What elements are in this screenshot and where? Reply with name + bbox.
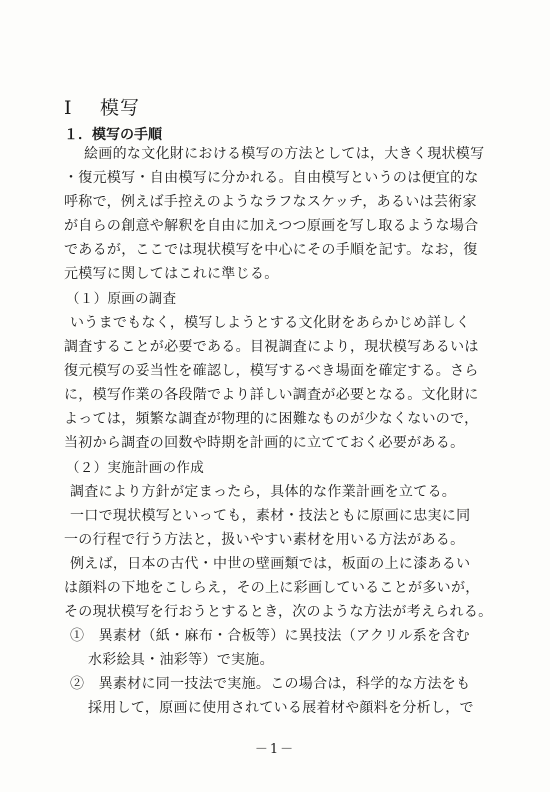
body-line: 当初から調査の回数や時期を計画的に立てておく必要がある。 <box>64 435 465 451</box>
subsection-heading: （２）実施計画の作成 <box>66 460 204 476</box>
chapter-title-text: 模写 <box>100 97 141 119</box>
list-item-continuation: 採用して，原画に使用されている展着材や顔料を分析し，で <box>88 700 474 716</box>
body-line: であるが，ここでは現状模写を中心にその手順を記す。なお，復 <box>64 242 478 258</box>
body-line: いうまでもなく，模写しようとする文化財をあらかじめ詳しく <box>70 315 471 331</box>
section-heading: １．模写の手順 <box>64 127 162 143</box>
body-line: 一口で現状模写といっても，素材・技法ともに原画に忠実に同 <box>70 508 471 524</box>
chapter-title <box>64 93 140 120</box>
body-line: 絵画的な文化財における模写の方法としては，大きく現状模写 <box>84 146 485 162</box>
body-line: 呼称で，例えば手控えのようなラフなスケッチ，あるいは芸術家 <box>64 194 477 210</box>
body-line: ・復元模写・自由模写に分かれる。自由模写というのは便宜的な <box>64 170 479 186</box>
subsection-heading: （１）原画の調査 <box>66 291 177 307</box>
body-line: 調査により方針が定まったら，具体的な作業計画を立てる。 <box>70 484 457 500</box>
body-line: その現状模写を行おうとするとき，次のような方法が考えられる。 <box>64 604 493 620</box>
list-item: ② 異素材に同一技法で実施。この場合は，科学的な方法をも <box>70 676 471 692</box>
body-line: 調査することが必要である。目視調査により，現状模写あるいは <box>64 339 479 355</box>
body-line: に，模写作業の各段階でより詳しい調査が必要となる。文化財に <box>64 387 479 403</box>
page-number: －1－ <box>254 742 296 757</box>
body-line: 復元模写の妥当性を確認し，模写するべき場面を確定する。さら <box>64 363 479 379</box>
body-line: は顔料の下地をこしらえ，その上に彩画していることが多いが， <box>64 580 480 596</box>
body-line: 一の行程で行う方法と，扱いやすい素材を用いる方法がある。 <box>64 532 465 548</box>
list-item: ① 異素材（紙・麻布・合板等）に異技法（アクリル系を含む <box>70 628 470 644</box>
chapter-number: Ⅰ <box>64 97 73 119</box>
body-line: が自らの創意や解釈を自由に加えつつ原画を写し取るような場合 <box>64 218 479 234</box>
body-line: 例えば，日本の古代・中世の壁画類では，板面の上に漆あるい <box>70 556 471 572</box>
list-item-continuation: 水彩絵具・油彩等）で実施。 <box>88 652 274 668</box>
body-line: よっては，頻繁な調査が物理的に困難なものが少なくないので， <box>64 411 479 427</box>
body-line: 元模写に関してはこれに準じる。 <box>64 266 279 282</box>
